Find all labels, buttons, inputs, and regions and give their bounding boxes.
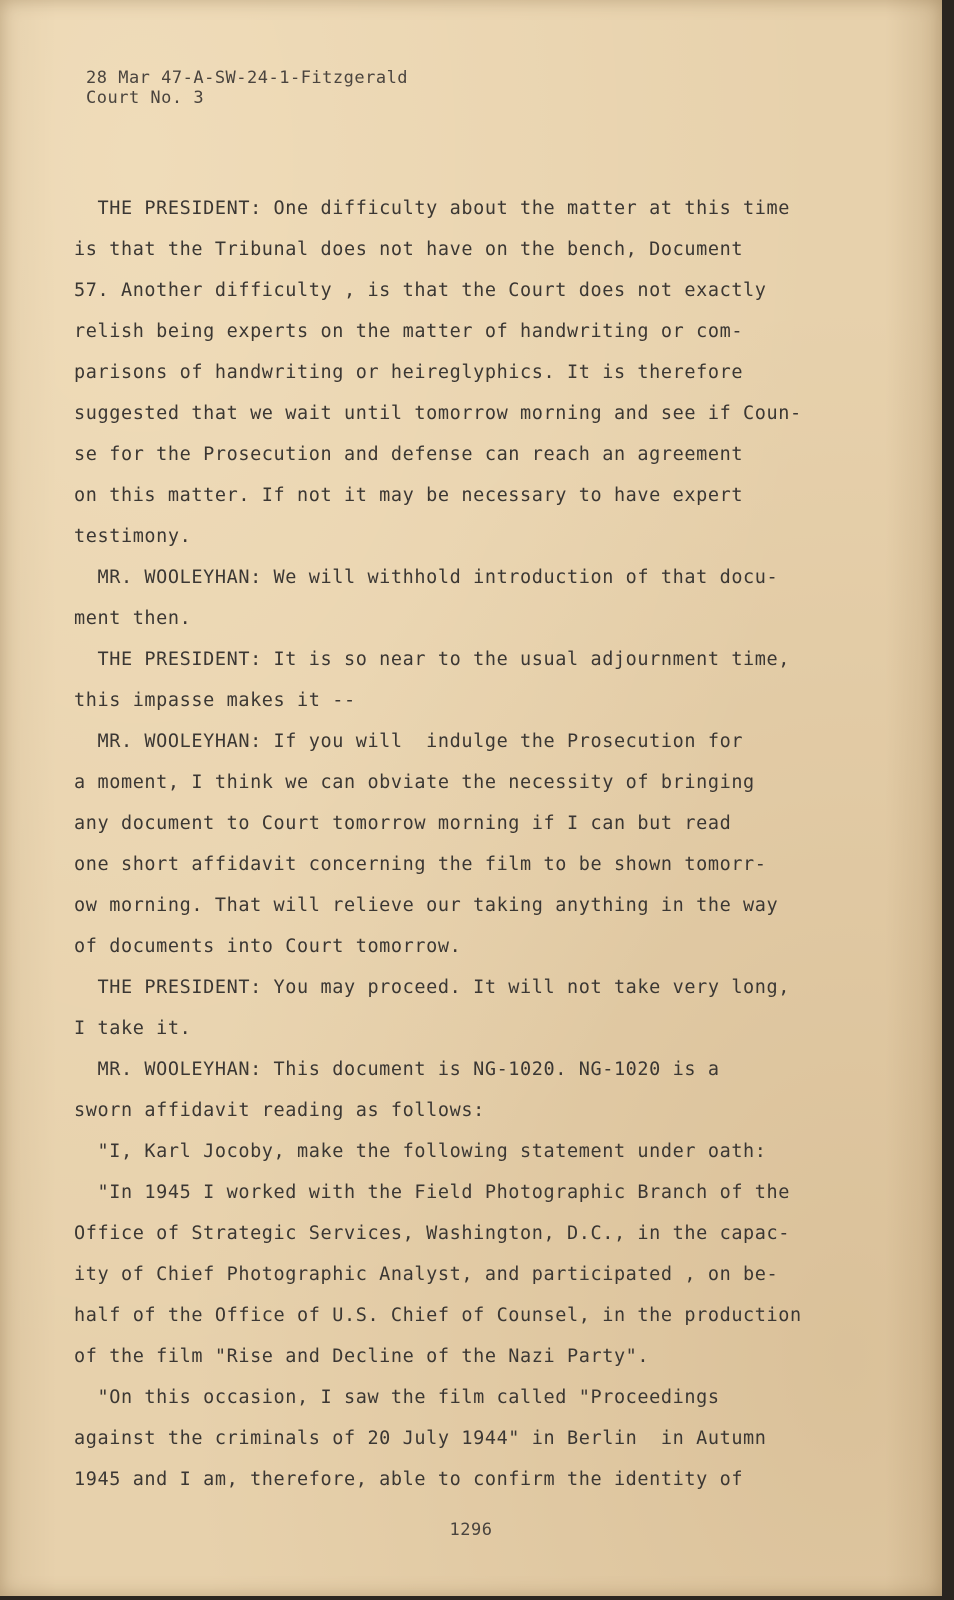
transcript-line: on this matter. If not it may be necessary to have expert: [74, 485, 744, 506]
transcript-line: of documents into Court tomorrow.: [74, 936, 462, 957]
transcript-line: 57. Another difficulty , is that the Court does not exactly: [74, 280, 767, 301]
transcript-line: one short affidavit concerning the film to be shown tomorr-: [74, 854, 767, 875]
transcript-line: MR. WOOLEYHAN: We will withhold introduction of that docu-: [74, 567, 779, 588]
transcript-line: "I, Karl Jocoby, make the following statement under oath:: [74, 1141, 767, 1162]
transcript-line: "On this occasion, I saw the film called "Proceedings: [74, 1387, 720, 1408]
transcript-line: MR. WOOLEYHAN: If you will indulge the Prosecution for: [74, 731, 744, 752]
transcript-line: sworn affidavit reading as follows:: [74, 1100, 485, 1121]
document-header: [86, 68, 408, 108]
transcript-line: THE PRESIDENT: One difficulty about the matter at this time: [74, 198, 791, 219]
transcript-line: ity of Chief Photographic Analyst, and participated , on be-: [74, 1264, 779, 1285]
transcript-line: MR. WOOLEYHAN: This document is NG-1020. NG-1020 is a: [74, 1059, 720, 1080]
transcript-line: this impasse makes it --: [74, 690, 356, 711]
page-number: 1296: [449, 1520, 493, 1540]
transcript-line: se for the Prosecution and defense can reach an agreement: [74, 444, 744, 465]
transcript-line: against the criminals of 20 July 1944" in Berlin in Autumn: [74, 1428, 767, 1449]
header-court-line: Court No. 3: [86, 88, 205, 108]
transcript-line: 1945 and I am, therefore, able to confirm the identity of: [74, 1469, 744, 1490]
transcript-line: testimony.: [74, 526, 192, 547]
transcript-line: THE PRESIDENT: You may proceed. It will not take very long,: [74, 977, 791, 998]
transcript-line: Office of Strategic Services, Washington, D.C., in the capac-: [74, 1223, 791, 1244]
transcript-line: a moment, I think we can obviate the necessity of bringing: [74, 772, 755, 793]
transcript-line: is that the Tribunal does not have on the bench, Document: [74, 239, 744, 260]
transcript-line: of the film "Rise and Decline of the Nazi Party".: [74, 1346, 650, 1367]
transcript-line: any document to Court tomorrow morning if I can but read: [74, 813, 732, 834]
transcript-line: I take it.: [74, 1018, 192, 1039]
transcript-line: parisons of handwriting or heireglyphics. It is therefore: [74, 362, 744, 383]
transcript-body: [74, 188, 854, 1500]
transcript-line: ment then.: [74, 608, 192, 629]
transcript-line: ow morning. That will relieve our taking anything in the way: [74, 895, 779, 916]
transcript-line: THE PRESIDENT: It is so near to the usual adjournment time,: [74, 649, 791, 670]
transcript-line: half of the Office of U.S. Chief of Counsel, in the production: [74, 1305, 802, 1326]
transcript-line: suggested that we wait until tomorrow morning and see if Coun-: [74, 403, 802, 424]
transcript-line: relish being experts on the matter of handwriting or com-: [74, 321, 744, 342]
header-reference-line: 28 Mar 47-A-SW-24-1-Fitzgerald: [86, 68, 409, 88]
transcript-line: "In 1945 I worked with the Field Photographic Branch of the: [74, 1182, 791, 1203]
